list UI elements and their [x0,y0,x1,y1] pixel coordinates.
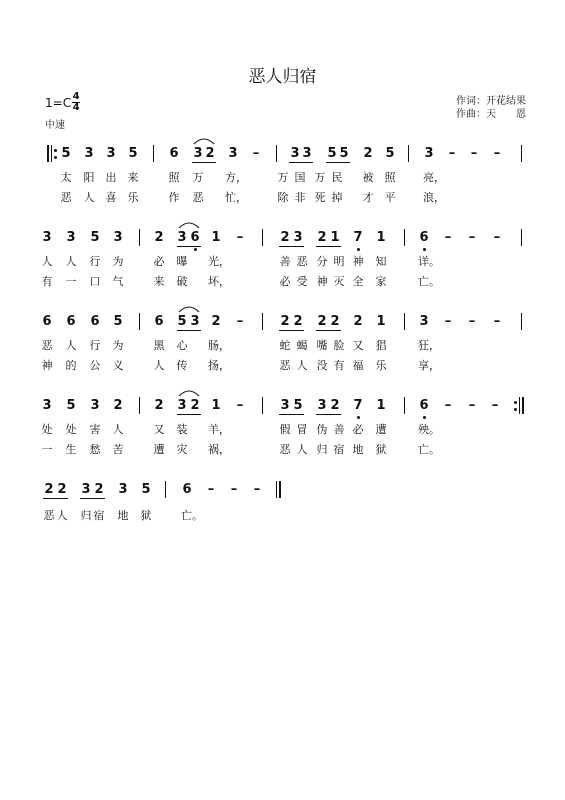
lyric-char: 宿 [93,509,105,522]
beam-underline [192,162,216,163]
note: 6 [190,230,200,245]
lyric-char: 脸 [333,339,345,352]
lyric-char: 详。 [418,255,440,268]
note: 2 [330,398,340,413]
lyric-char: 遭 [375,423,387,436]
lyric-char: 必 [279,275,291,288]
bar-line [521,313,522,330]
lyric-char: 国 [294,171,306,184]
lyric-char: 祸， [208,443,230,456]
lyric-char: 伪 [316,423,328,436]
repeat-start-thick [47,145,49,162]
bar-line [521,229,522,246]
lyric-char: 灾 [176,443,188,456]
lyric-char: 万 [314,171,326,184]
note: 2 [353,314,363,329]
lyric-char: 人 [296,359,308,372]
note: 2 [205,146,215,161]
lyric-char: 害 [89,423,101,436]
note: 6 [182,482,192,497]
lyric-char: 猖 [375,339,387,352]
lyric-char: 行 [89,339,101,352]
note: – [468,230,476,245]
key-signature [45,92,80,113]
beam-underline [289,162,313,163]
note: – [444,314,452,329]
lyric-char: 全 [352,275,364,288]
lyric-char: 平 [384,191,396,204]
lyric-char: 人 [65,255,77,268]
note: 1 [211,230,221,245]
note: – [470,146,478,161]
slur [179,221,199,229]
lyric-char: 曝 [176,255,188,268]
time-signature [72,92,80,113]
beam-underline [326,162,350,163]
lyric-char: 亮， [423,171,445,184]
lyric-char: 公 [89,359,101,372]
lyric-char: 人 [41,255,53,268]
lyric-char: 宿 [333,443,345,456]
note: – [236,314,244,329]
note: 3 [118,482,128,497]
lyric-char: 生 [65,443,77,456]
bar-line [262,313,263,330]
bar-line [521,145,522,162]
lyric-char: 亡。 [418,275,440,288]
lyric-char: 传 [176,359,188,372]
note: 3 [190,314,200,329]
note: 3 [193,146,203,161]
note: 2 [113,398,123,413]
lyric-char: 狱 [140,509,152,522]
note: 2 [190,398,200,413]
note: 2 [293,314,303,329]
lyric-char: 有 [41,275,53,288]
lyric-char: 必 [352,423,364,436]
note: 1 [376,398,386,413]
lyric-char: 照 [384,171,396,184]
repeat-dot [54,149,57,152]
bar-line [404,397,405,414]
repeat-end-thin [519,397,520,414]
beam-underline [316,414,341,415]
note: – [230,482,238,497]
lyric-char: 人 [112,423,124,436]
octave-dot [423,416,426,419]
lyric-char: 浪， [423,191,445,204]
note: 3 [290,146,300,161]
lyric-char: 太 [60,171,72,184]
lyric-char: 恶 [279,359,291,372]
note: 5 [61,146,71,161]
note: 5 [385,146,395,161]
bar-line [165,481,166,498]
lyric-char: 方， [225,171,247,184]
octave-dot [423,248,426,251]
lyric-char: 破 [176,275,188,288]
beam-underline [279,246,304,247]
note: 1 [376,314,386,329]
bar-line [262,397,263,414]
lyric-char: 人 [296,443,308,456]
lyric-char: 人 [153,359,165,372]
note: 2 [317,314,327,329]
note: 3 [81,482,91,497]
lyric-char: 扬， [208,359,230,372]
bar-line [153,145,154,162]
note: 3 [42,230,52,245]
note: 2 [280,230,290,245]
note: 5 [327,146,337,161]
lyric-char: 气 [112,275,124,288]
lyric-char: 忙， [225,191,247,204]
note: 2 [154,398,164,413]
bar-line [139,313,140,330]
note: 3 [424,146,434,161]
beam-underline [279,330,304,331]
beam-underline [43,498,68,499]
lyric-char: 地 [117,509,129,522]
lyric-char: 狱 [375,443,387,456]
note: 2 [57,482,67,497]
note: – [236,398,244,413]
lyric-char: 善 [333,423,345,436]
lyric-char: 肠， [208,339,230,352]
repeat-dot [514,408,517,411]
note: 1 [211,398,221,413]
note: 3 [106,146,116,161]
note: – [252,146,260,161]
slur [179,305,199,313]
lyric-char: 嘴 [316,339,328,352]
note: – [468,314,476,329]
lyric-char: 恶 [60,191,72,204]
lyric-char: 受 [296,275,308,288]
lyric-char: 坏， [208,275,230,288]
lyric-char: 来 [153,275,165,288]
lyric-char: 处 [41,423,53,436]
beam-underline [177,246,201,247]
lyric-char: 遭 [153,443,165,456]
note: 3 [419,314,429,329]
note: – [444,230,452,245]
lyric-char: 装 [176,423,188,436]
slur [179,389,199,397]
note: – [253,482,261,497]
bar-line [408,145,409,162]
note: 3 [84,146,94,161]
note: 6 [419,230,429,245]
note: 1 [376,230,386,245]
lyric-char: 喜 [105,191,117,204]
lyric-char: 神 [41,359,53,372]
note: 7 [353,398,363,413]
lyric-char: 冒 [296,423,308,436]
slur [194,137,214,145]
note: 6 [419,398,429,413]
lyric-char: 假 [279,423,291,436]
lyric-char: 家 [375,275,387,288]
note: 2 [280,314,290,329]
repeat-dot [54,156,57,159]
lyric-char: 的 [65,359,77,372]
note: 5 [177,314,187,329]
lyric-char: 灭 [333,275,345,288]
note: – [236,230,244,245]
lyric-char: 死 [314,191,326,204]
lyric-char: 福 [352,359,364,372]
final-bar-thick [279,481,281,498]
note: 5 [141,482,151,497]
beam-underline [177,414,201,415]
beam-underline [177,330,201,331]
lyric-char: 人 [56,509,68,522]
note: 3 [280,398,290,413]
note: 2 [330,314,340,329]
note: 2 [94,482,104,497]
lyric-char: 人 [83,191,95,204]
note: 3 [177,230,187,245]
note: 3 [113,230,123,245]
bar-line [139,397,140,414]
lyric-char: 恶 [192,191,204,204]
octave-dot [357,248,360,251]
lyric-char: 归 [316,443,328,456]
lyric-char: 恶 [41,339,53,352]
bar-line [276,145,277,162]
note: – [493,230,501,245]
note: 7 [353,230,363,245]
lyric-char: 羊， [208,423,230,436]
song-title: 恶人归宿 [248,67,317,87]
lyric-char: 出 [105,171,117,184]
note: 3 [66,230,76,245]
lyric-char: 义 [112,359,124,372]
lyric-char: 被 [362,171,374,184]
lyric-char: 万 [192,171,204,184]
note: 5 [339,146,349,161]
note: 3 [177,398,187,413]
time-signature-top: 4 [72,91,80,102]
bar-line [404,229,405,246]
lyric-char: 为 [112,255,124,268]
lyric-char: 地 [352,443,364,456]
lyric-char: 苦 [112,443,124,456]
note: 6 [66,314,76,329]
lyric-char: 恶 [296,255,308,268]
final-bar-thin [276,481,277,498]
note: 5 [128,146,138,161]
lyric-char: 非 [294,191,306,204]
lyric-char: 处 [65,423,77,436]
bar-line [404,313,405,330]
note: 2 [154,230,164,245]
lyric-char: 归 [80,509,92,522]
lyric-char: 乐 [375,359,387,372]
lyric-char: 亡。 [181,509,203,522]
beam-underline [80,498,105,499]
note: 6 [42,314,52,329]
note: 5 [293,398,303,413]
note: 6 [169,146,179,161]
octave-dot [194,248,197,251]
lyric-char: 为 [112,339,124,352]
lyric-char: 人 [65,339,77,352]
lyric-char: 分 [316,255,328,268]
note: 2 [363,146,373,161]
note: 3 [228,146,238,161]
note: – [491,398,499,413]
lyric-char: 又 [153,423,165,436]
note: 2 [317,230,327,245]
lyric-char: 殃。 [418,423,440,436]
lyric-char: 蝎 [296,339,308,352]
lyric-char: 又 [352,339,364,352]
composer-credit: 作曲：天 恩 [456,109,526,120]
note: 5 [113,314,123,329]
note: 3 [90,398,100,413]
note: – [493,314,501,329]
lyric-char: 狂， [418,339,440,352]
note: 2 [44,482,54,497]
lyric-char: 照 [168,171,180,184]
lyric-char: 万 [277,171,289,184]
note: – [448,146,456,161]
lyric-char: 来 [127,171,139,184]
repeat-dot [514,401,517,404]
note: – [493,146,501,161]
lyric-char: 掉 [331,191,343,204]
lyric-char: 一 [41,443,53,456]
beam-underline [279,414,304,415]
lyric-char: 恶 [279,443,291,456]
key-text: 1=C [45,95,72,110]
lyric-char: 一 [65,275,77,288]
beam-underline [316,246,341,247]
lyric-char: 神 [352,255,364,268]
lyric-char: 有 [333,359,345,372]
repeat-end-thick [522,397,524,414]
note: 3 [293,230,303,245]
note: 3 [42,398,52,413]
lyricist-credit: 作词：开花结果 [456,96,526,107]
note: – [444,398,452,413]
note: 5 [90,230,100,245]
lyric-char: 必 [153,255,165,268]
lyric-char: 阳 [83,171,95,184]
note: – [207,482,215,497]
time-signature-bottom: 4 [72,102,80,113]
lyric-char: 作 [168,191,180,204]
lyric-char: 愁 [89,443,101,456]
lyric-char: 黑 [153,339,165,352]
lyric-char: 光， [208,255,230,268]
lyric-char: 乐 [127,191,139,204]
lyric-char: 明 [333,255,345,268]
repeat-start-thin [51,145,52,162]
beam-underline [316,330,341,331]
lyric-char: 没 [316,359,328,372]
lyric-char: 亡。 [418,443,440,456]
lyric-char: 民 [331,171,343,184]
lyric-char: 神 [316,275,328,288]
bar-line [262,229,263,246]
lyric-char: 恶 [43,509,55,522]
note: 3 [317,398,327,413]
note: 6 [90,314,100,329]
note: 5 [66,398,76,413]
note: 2 [211,314,221,329]
lyric-char: 善 [279,255,291,268]
lyric-char: 才 [362,191,374,204]
lyric-char: 知 [375,255,387,268]
note: 1 [330,230,340,245]
note: 3 [302,146,312,161]
lyric-char: 除 [277,191,289,204]
tempo-marking: 中速 [45,120,65,131]
bar-line [139,229,140,246]
octave-dot [357,416,360,419]
lyric-char: 口 [89,275,101,288]
lyric-char: 行 [89,255,101,268]
note: 6 [154,314,164,329]
note: – [468,398,476,413]
lyric-char: 心 [176,339,188,352]
lyric-char: 享， [418,359,440,372]
lyric-char: 蛇 [279,339,291,352]
